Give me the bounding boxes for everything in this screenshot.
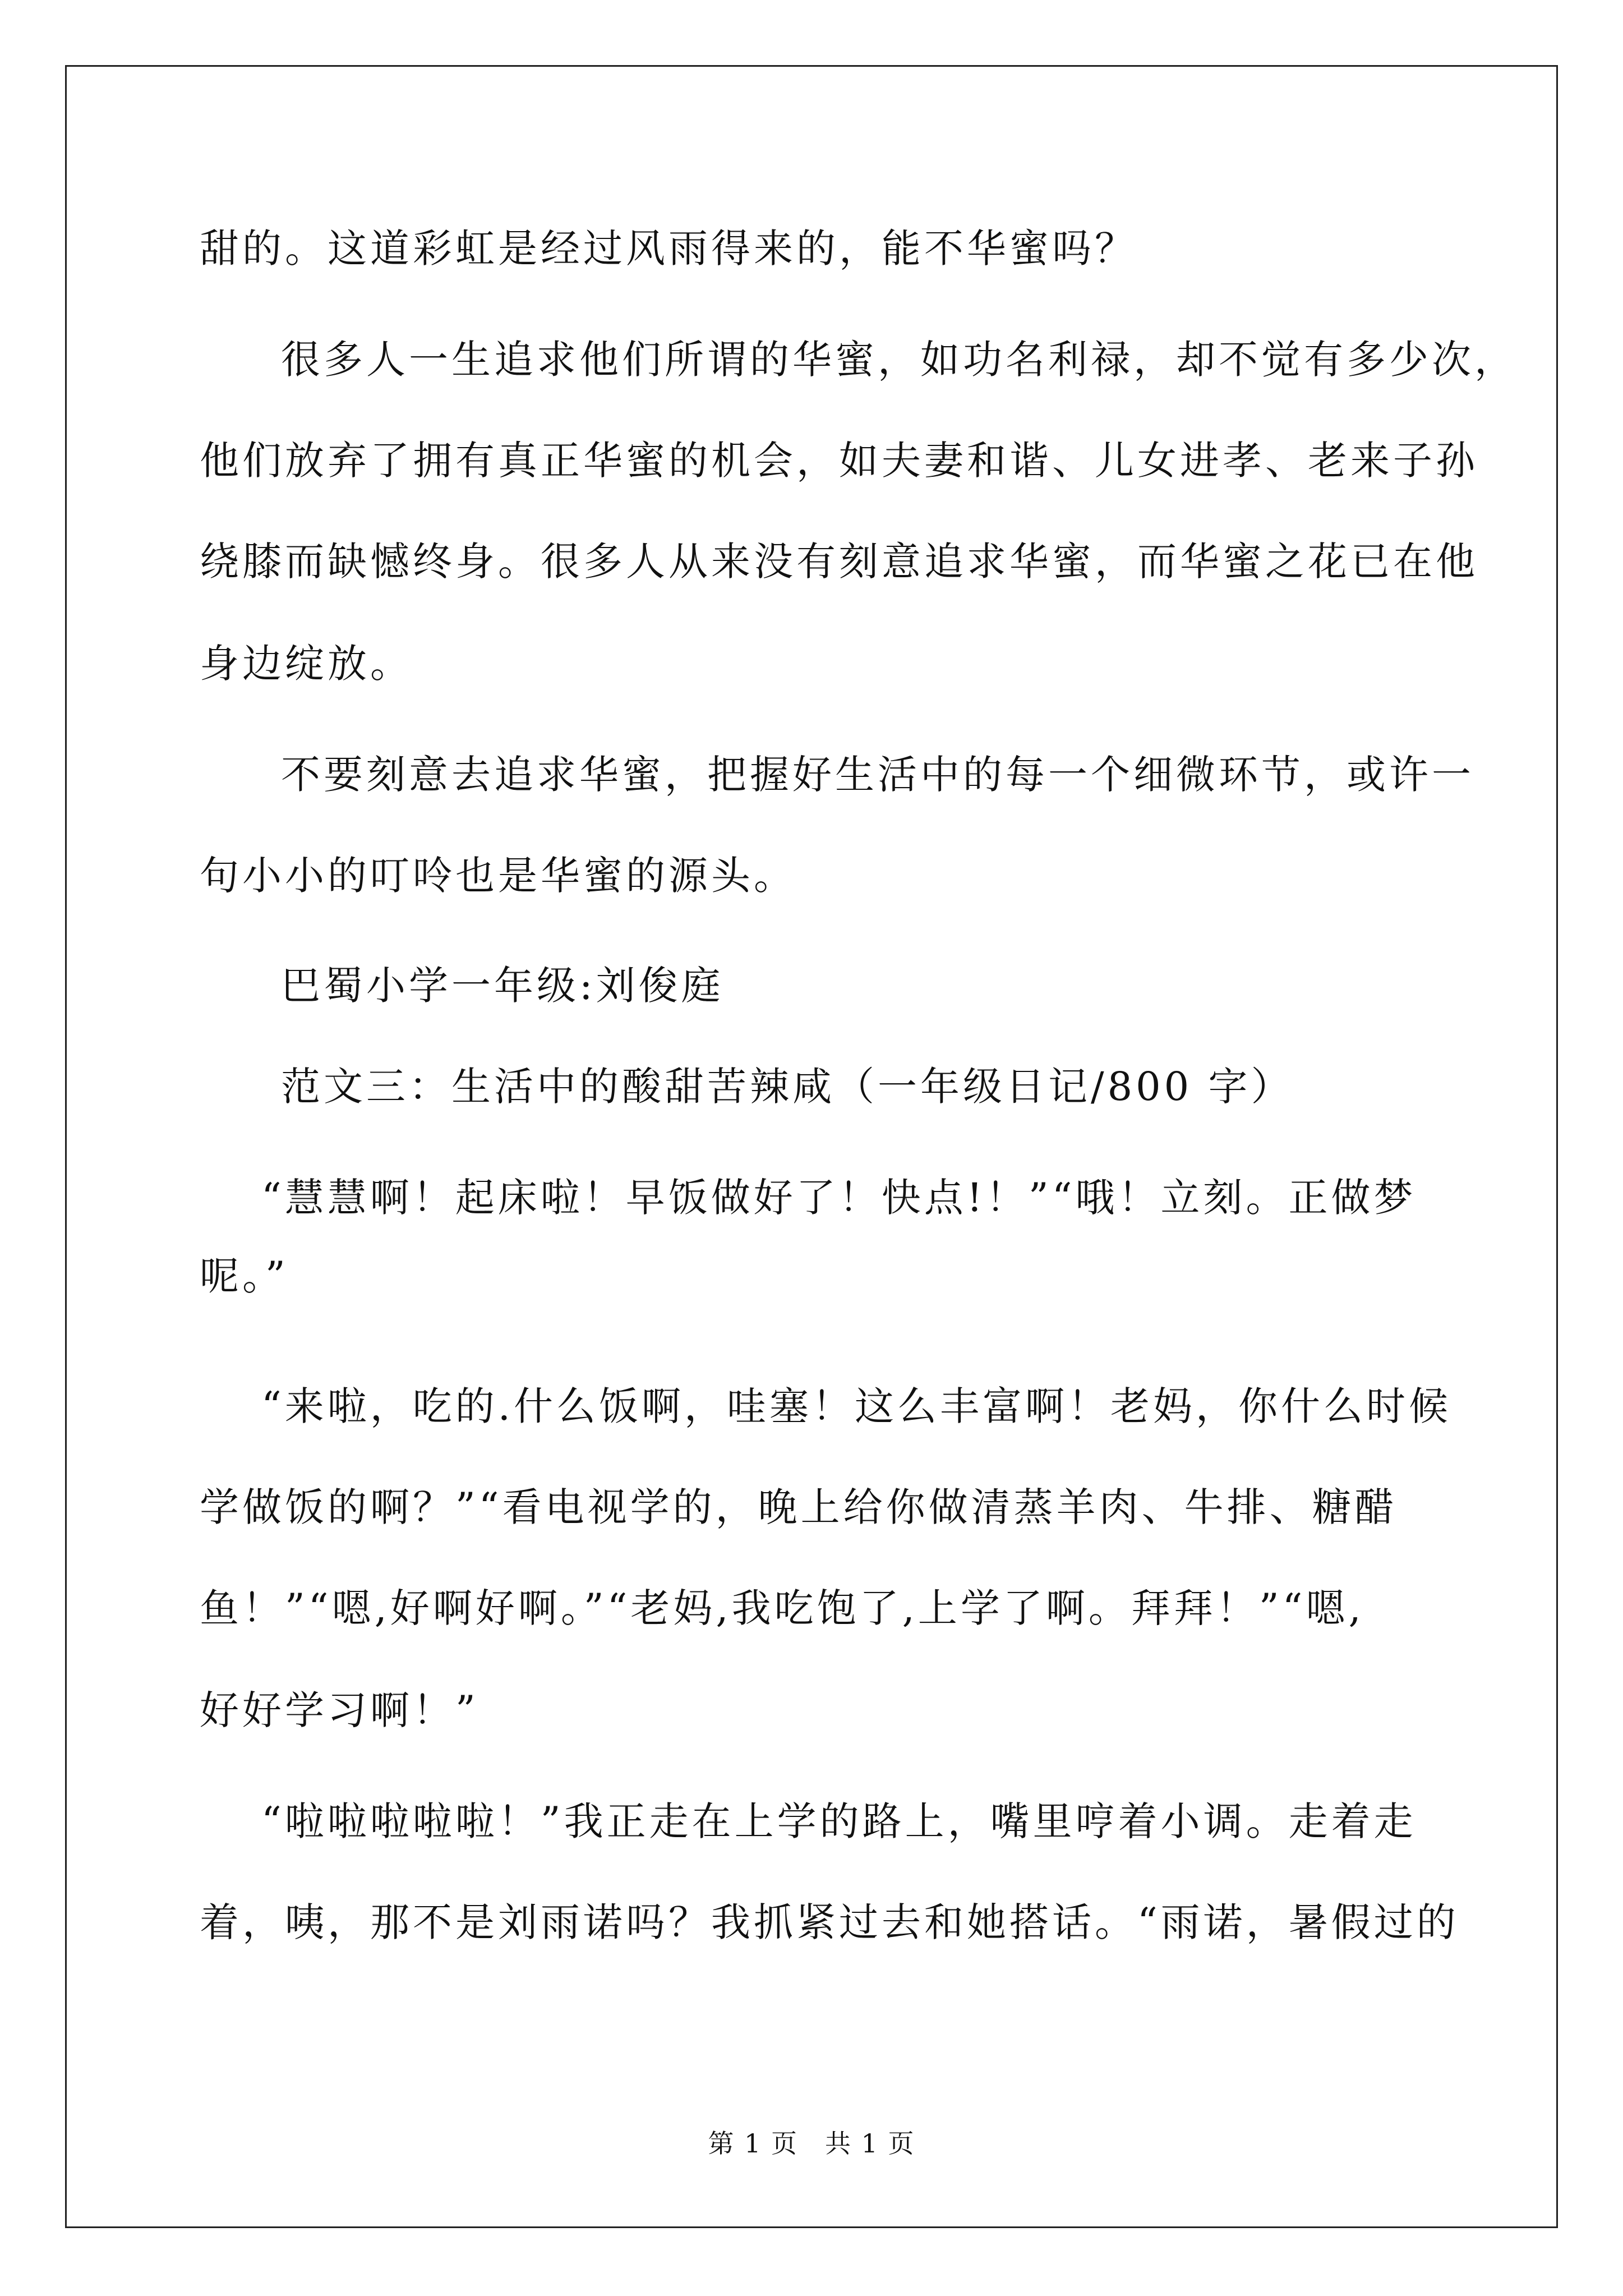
text-line-12: “来啦，吃的.什么饭啊，哇塞！这么丰富啊！老妈，你什么时候 xyxy=(261,1383,1452,1429)
text-line-17: 着，咦，那不是刘雨诺吗？我抓紧过去和她搭话。“雨诺，暑假过的 xyxy=(200,1899,1459,1945)
text-line-2: 很多人一生追求他们所谓的华蜜，如功名利禄，却不觉有多少次， xyxy=(281,337,1517,383)
text-line-4: 绕膝而缺憾终身。很多人从来没有刻意追求华蜜，而华蜜之花已在他 xyxy=(200,539,1478,585)
page-footer: 第 1 页 共 1 页 xyxy=(708,2128,915,2159)
text-line-13: 学做饭的啊？”“看电视学的，晚上给你做清蒸羊肉、牛排、糖醋 xyxy=(200,1484,1398,1530)
text-line-9: 范文三：生活中的酸甜苦辣咸（一年级日记/800 字） xyxy=(281,1064,1294,1110)
text-line-11: 呢。” xyxy=(200,1253,289,1299)
text-line-15: 好好学习啊！” xyxy=(200,1687,479,1733)
text-line-5: 身边绽放。 xyxy=(200,641,413,687)
text-line-7: 句小小的叮呤也是华蜜的源头。 xyxy=(200,853,796,899)
text-line-16: “啦啦啦啦啦！”我正走在上学的路上，嘴里哼着小调。走着走 xyxy=(261,1798,1417,1844)
text-line-6: 不要刻意去追求华蜜，把握好生活中的每一个细微环节，或许一 xyxy=(281,752,1474,798)
text-line-1: 甜的。这道彩虹是经过风雨得来的，能不华蜜吗？ xyxy=(200,226,1137,272)
text-line-3: 他们放弃了拥有真正华蜜的机会，如夫妻和谐、儿女进孝、老来子孙 xyxy=(200,438,1478,484)
text-line-14: 鱼！”“嗯,好啊好啊。”“老妈,我吃饱了,上学了啊。拜拜！”“嗯, xyxy=(200,1585,1364,1631)
text-line-8: 巴蜀小学一年级:刘俊庭 xyxy=(281,963,724,1009)
text-line-10: “慧慧啊！起床啦！早饭做好了！快点!！”“哦！立刻。正做梦 xyxy=(261,1175,1417,1221)
